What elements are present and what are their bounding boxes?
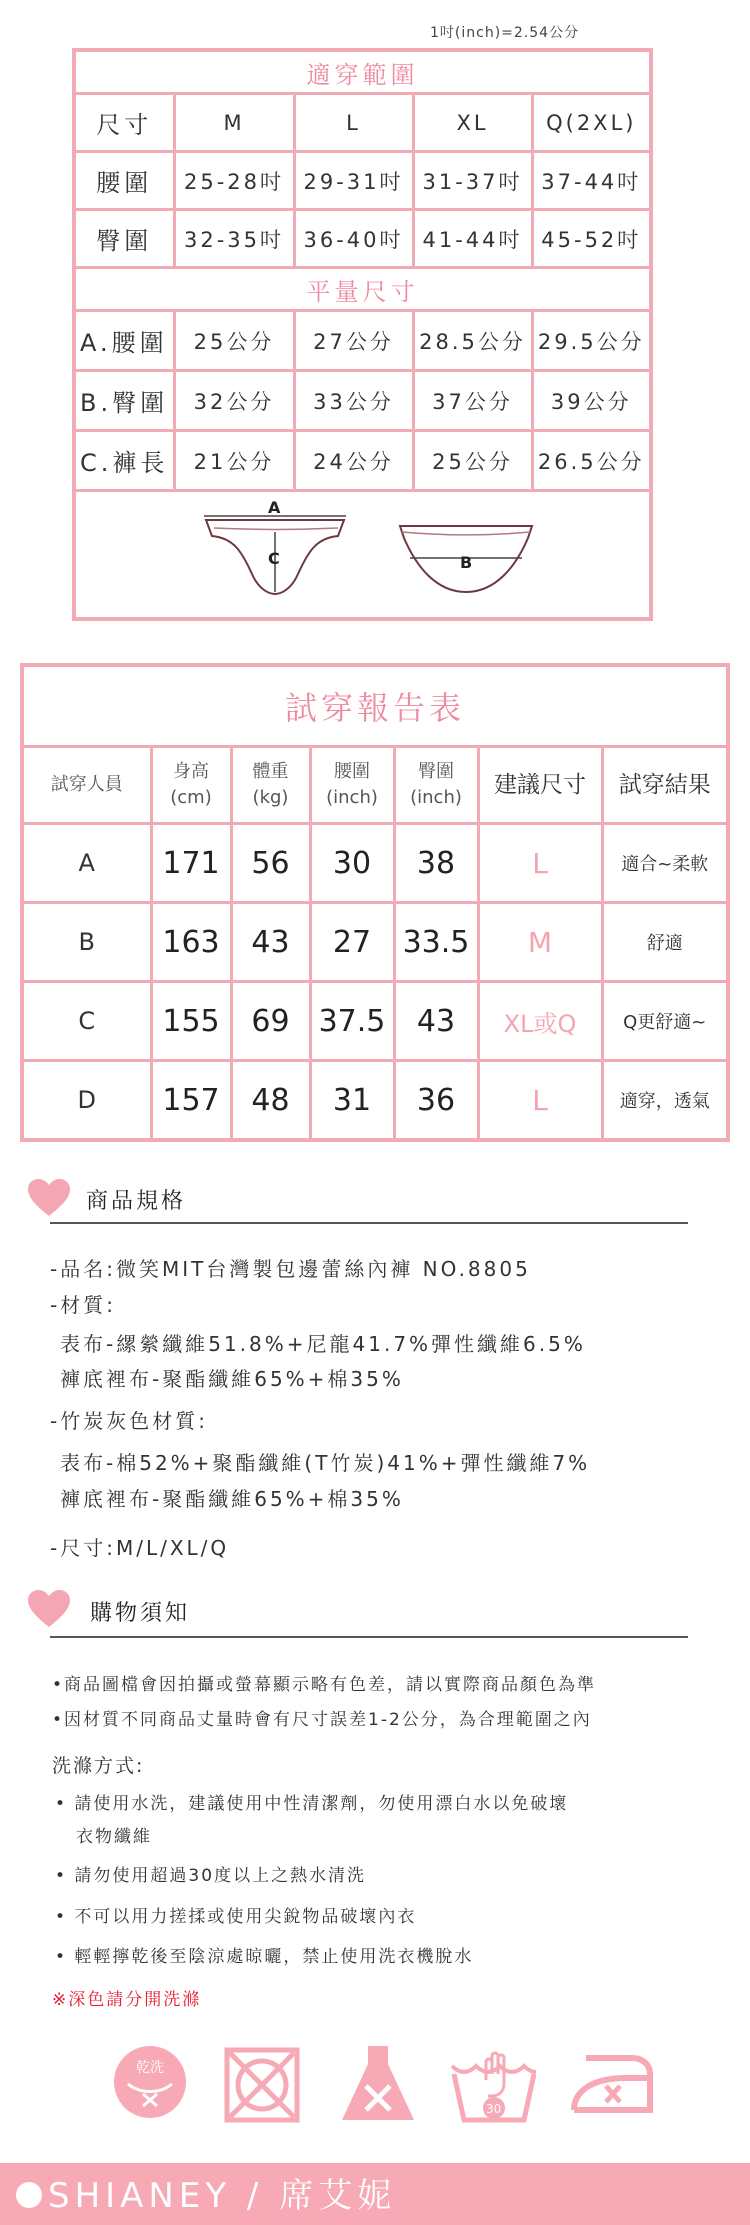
diagram-label-b: B	[460, 553, 476, 572]
weight-cell: 69	[231, 982, 310, 1061]
flat-length-label: C.褲長	[74, 431, 174, 491]
spec-material-line: 褲底裡布-聚酯纖維65%+棉35%	[60, 1367, 404, 1391]
no-bleach-icon	[338, 2042, 418, 2126]
fit-waist-label: 腰圍	[74, 152, 174, 210]
hip-cell: 36	[394, 1061, 478, 1141]
try-on-report-table	[20, 663, 730, 1142]
person-cell: D	[22, 1061, 151, 1141]
size-xl: XL	[413, 94, 532, 152]
notice-bullet: •因材質不同商品丈量時會有尺寸誤差1-2公分，為合理範圍之內	[52, 1710, 592, 1730]
wash-line: • 不可以用力搓揉或使用尖銳物品破壞內衣	[55, 1907, 417, 1927]
waist-cell: 31	[310, 1061, 394, 1141]
header-person: 試穿人員	[22, 747, 151, 824]
flat-waist-value: 29.5公分	[532, 311, 651, 371]
result-cell: Q更舒適~	[602, 982, 728, 1061]
size-q: Q(2XL)	[532, 94, 651, 152]
flat-hip-value: 33公分	[294, 371, 413, 431]
table-row	[22, 824, 728, 903]
fit-hip-value: 32-35吋	[174, 210, 294, 268]
brand-dot-icon	[16, 2182, 42, 2208]
try-on-title: 試穿報告表	[22, 665, 728, 747]
flat-measure-title: 平量尺寸	[74, 268, 651, 311]
flat-length-value: 26.5公分	[532, 431, 651, 491]
spec-product-name: -品名:微笑MIT台灣製包邊蕾絲內褲 NO.8805	[50, 1257, 531, 1281]
person-cell: B	[22, 903, 151, 982]
spec-bamboo-label: -竹炭灰色材質:	[50, 1409, 208, 1433]
heart-icon	[26, 1589, 72, 1629]
wash-line: • 請使用水洗，建議使用中性清潔劑，勿使用漂白水以免破壞	[55, 1794, 569, 1814]
header-hip-label: 臀圍	[418, 761, 454, 782]
wash-temp-label: 30	[486, 2102, 502, 2116]
measurement-diagram	[74, 491, 651, 620]
header-height	[151, 747, 231, 824]
fit-hip-value: 36-40吋	[294, 210, 413, 268]
header-suggest: 建議尺寸	[478, 747, 602, 824]
diagram-label-a: A	[268, 498, 284, 517]
person-cell: A	[22, 824, 151, 903]
header-weight	[231, 747, 310, 824]
notice-section-title: 購物須知	[90, 1601, 191, 1626]
flat-length-value: 21公分	[174, 431, 294, 491]
fit-hip-value: 41-44吋	[413, 210, 532, 268]
fit-waist-value: 31-37吋	[413, 152, 532, 210]
spec-material-label: -材質:	[50, 1293, 116, 1317]
fit-hip-value: 45-52吋	[532, 210, 651, 268]
header-hip-unit: (inch)	[410, 787, 462, 808]
dry-clean-label: 乾洗	[136, 2060, 164, 2076]
person-cell: C	[22, 982, 151, 1061]
header-weight-label: 體重	[252, 761, 289, 782]
spec-bamboo-line: 表布-棉52%+聚酯纖維(T竹炭)41%+彈性纖維7%	[60, 1451, 591, 1475]
spec-divider	[50, 1222, 688, 1224]
header-weight-unit: (kg)	[252, 787, 289, 808]
no-tumble-dry-icon	[222, 2045, 302, 2125]
wash-line: • 輕輕擰乾後至陰涼處晾曬，禁止使用洗衣機脫水	[55, 1947, 474, 1967]
hip-cell: 33.5	[394, 903, 478, 982]
header-waist	[310, 747, 394, 824]
weight-cell: 56	[231, 824, 310, 903]
hand-wash-30-icon	[448, 2044, 540, 2126]
flat-waist-value: 28.5公分	[413, 311, 532, 371]
wash-title: 洗滌方式:	[52, 1755, 145, 1777]
waist-cell: 37.5	[310, 982, 394, 1061]
notice-bullet: •商品圖檔會因拍攝或螢幕顯示略有色差，請以實際商品顏色為準	[52, 1675, 597, 1695]
brand-name: SHIANEY / 席艾妮	[48, 2176, 397, 2216]
heart-icon	[26, 1178, 72, 1218]
result-cell: 適合~柔軟	[602, 824, 728, 903]
fit-hip-label: 臀圍	[74, 210, 174, 268]
weight-cell: 43	[231, 903, 310, 982]
wash-line: 衣物纖維	[76, 1827, 152, 1847]
fit-waist-value: 29-31吋	[294, 152, 413, 210]
size-label: 尺寸	[74, 94, 174, 152]
waist-cell: 27	[310, 903, 394, 982]
flat-hip-label: B.臀圍	[74, 371, 174, 431]
flat-length-value: 25公分	[413, 431, 532, 491]
result-cell: 舒適	[602, 903, 728, 982]
notice-divider	[50, 1636, 688, 1638]
hip-cell: 43	[394, 982, 478, 1061]
suggest-cell: XL或Q	[478, 982, 602, 1061]
height-cell: 157	[151, 1061, 231, 1141]
no-iron-icon	[566, 2052, 658, 2118]
fit-range-title: 適穿範圍	[74, 50, 651, 94]
flat-waist-value: 25公分	[174, 311, 294, 371]
flat-hip-value: 32公分	[174, 371, 294, 431]
suggest-cell: M	[478, 903, 602, 982]
suggest-cell: L	[478, 1061, 602, 1141]
briefs-diagram-icon	[76, 492, 653, 612]
table-row	[22, 1061, 728, 1141]
flat-hip-value: 37公分	[413, 371, 532, 431]
table-row	[22, 982, 728, 1061]
spec-section-title: 商品規格	[86, 1189, 187, 1214]
hip-cell: 38	[394, 824, 478, 903]
header-waist-label: 腰圍	[334, 761, 370, 782]
flat-waist-value: 27公分	[294, 311, 413, 371]
wash-line: • 請勿使用超過30度以上之熱水清洗	[55, 1866, 367, 1886]
height-cell: 155	[151, 982, 231, 1061]
height-cell: 171	[151, 824, 231, 903]
header-height-unit: (cm)	[170, 787, 212, 808]
result-cell: 適穿，透氣	[602, 1061, 728, 1141]
size-l: L	[294, 94, 413, 152]
header-hip	[394, 747, 478, 824]
fit-waist-value: 37-44吋	[532, 152, 651, 210]
weight-cell: 48	[231, 1061, 310, 1141]
waist-cell: 30	[310, 824, 394, 903]
flat-length-value: 24公分	[294, 431, 413, 491]
header-waist-unit: (inch)	[326, 787, 378, 808]
size-m: M	[174, 94, 294, 152]
no-dry-clean-icon	[110, 2042, 190, 2122]
flat-waist-label: A.腰圍	[74, 311, 174, 371]
header-result: 試穿結果	[602, 747, 728, 824]
spec-size-line: -尺寸:M/L/XL/Q	[50, 1536, 230, 1560]
flat-hip-value: 39公分	[532, 371, 651, 431]
size-chart-table	[72, 48, 653, 621]
inch-conversion-note: 1吋(inch)=2.54公分	[430, 25, 580, 41]
fit-waist-value: 25-28吋	[174, 152, 294, 210]
spec-material-line: 表布-縲縈纖維51.8%+尼龍41.7%彈性纖維6.5%	[60, 1332, 586, 1356]
diagram-label-c: C	[268, 549, 283, 568]
spec-bamboo-line: 褲底裡布-聚酯纖維65%+棉35%	[60, 1487, 404, 1511]
height-cell: 163	[151, 903, 231, 982]
suggest-cell: L	[478, 824, 602, 903]
table-row	[22, 903, 728, 982]
dark-color-warning: ※深色請分開洗滌	[52, 1990, 202, 2010]
header-height-label: 身高	[173, 761, 209, 782]
